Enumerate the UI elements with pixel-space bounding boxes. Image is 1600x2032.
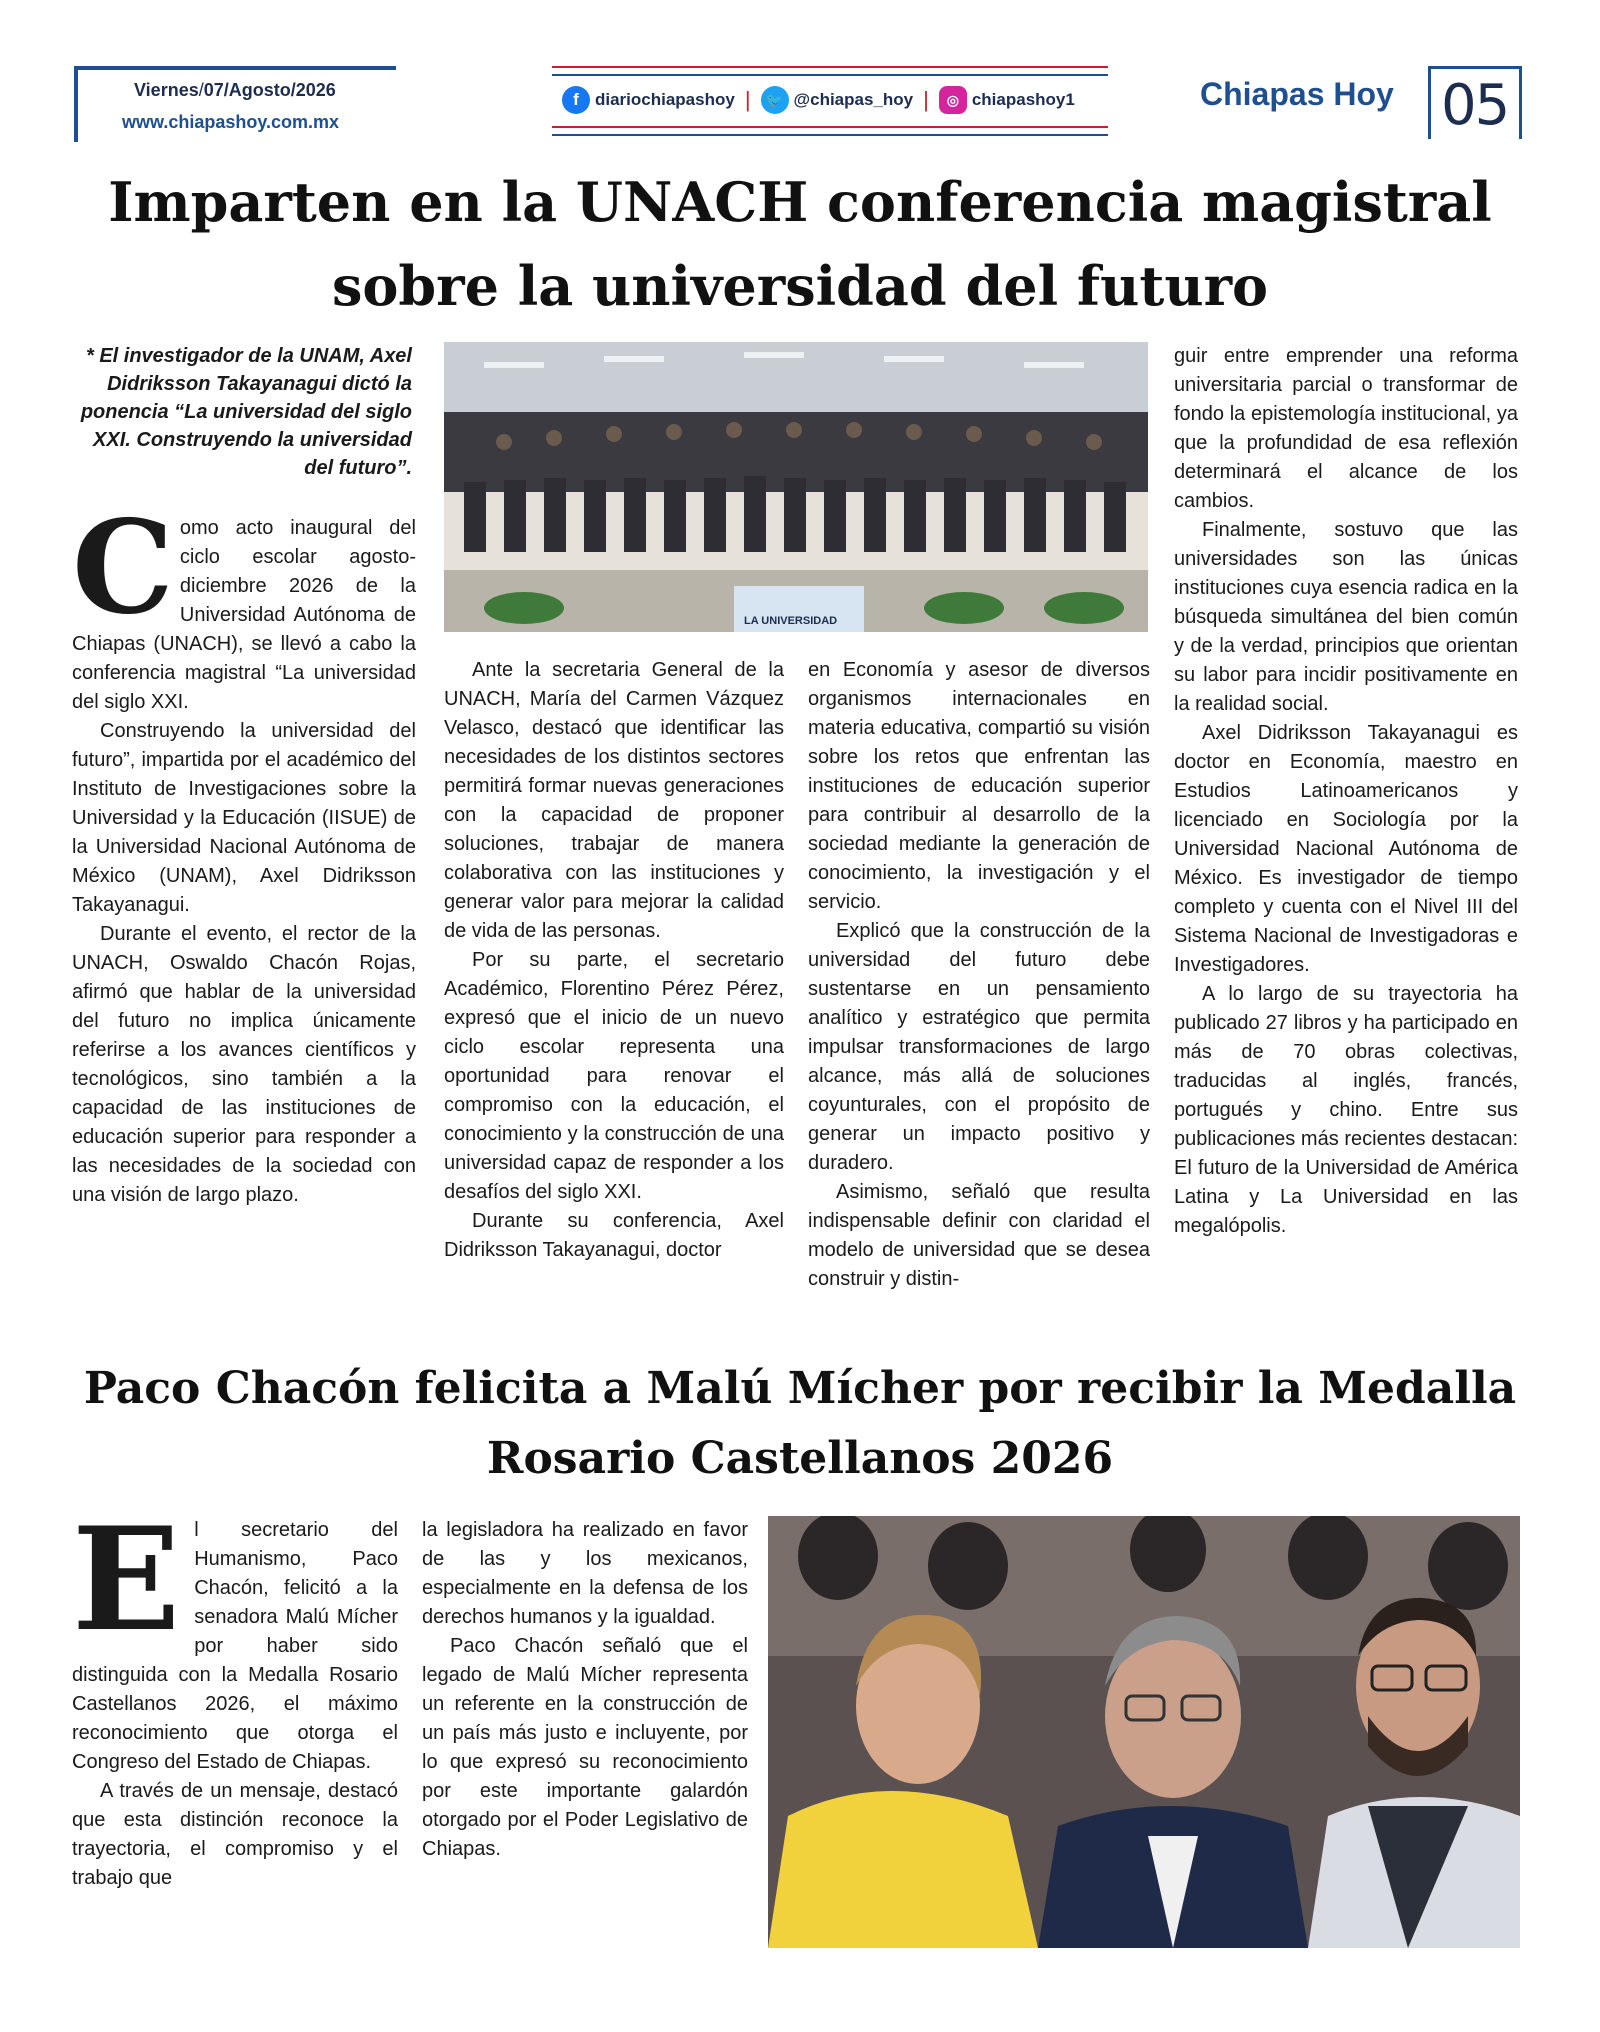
article1-paragraph: Ante la secretaria General de la UNACH, María del Carmen Vázquez Velasco, destacó que identificar las necesidades de los distintos sectores permitirá formar nuevas generaciones con la capacidad de proponer soluciones, trabajar de manera colaborativa con las instituciones y generar valor para mejorar la calidad de vida de las personas. [444, 659, 784, 942]
website-link[interactable]: www.chiapashoy.com.mx [122, 112, 340, 132]
social-divider: | [923, 87, 929, 112]
article1-photo [444, 342, 1148, 632]
social-bar-top-rule [552, 66, 1108, 76]
article2-paragraph [72, 1497, 398, 1777]
article1-column-4 [1174, 342, 1518, 1241]
facebook-handle: diariochiapashoy [595, 90, 735, 109]
issue-date-value: 07/Agosto/2026 [203, 80, 336, 100]
article1-paragraph: Axel Didriksson Takayanagui es doctor en Economía, maestro en Estudios Latinoamericanos y licenciado en Sociología por la Universidad Nacional Autónoma de México. Es investigador de tiempo completo y cuenta con el Nivel III del Sistema Nacional de Investigadoras e Investigadores. [1174, 722, 1518, 976]
article1-column-2 [444, 656, 784, 1265]
article2-paragraph: la legisladora ha realizado en favor de las y los mexicanos, especialmente en la defensa de los derechos humanos y la igualdad. [422, 1519, 748, 1628]
article2-paragraph-text: l secretario del Humanismo, Paco Chacón, felicitó a la senadora Malú Mícher por haber sido distinguida con la Medalla Rosario Castellanos 2026, el máximo reconocimiento que otorga el Congreso del Estado de Chiapas. [72, 1519, 398, 1773]
article1-dropcap: C [72, 493, 174, 643]
article1-paragraph: Construyendo la universidad del futuro”, impartida por el académico del Instituto de Investigaciones sobre la Universidad y la Educación (IISUE) de la Universidad Nacional Autónoma de México (UNAM), Axel Didriksson Takayanagui. [72, 720, 416, 916]
auditorium-group-photo [444, 342, 1148, 632]
article1-paragraph [72, 493, 416, 717]
section-name: Chiapas Hoy [1200, 76, 1394, 112]
issue-day: Viernes [134, 80, 199, 100]
social-bar-bottom-rule [552, 126, 1108, 136]
page-number: 05 [1441, 73, 1509, 138]
article2-photo [768, 1516, 1520, 1948]
article1-lead: * El investigador de la UNAM, Axel Didriksson Takayanagui dictó la ponencia “La universidad del siglo XXI. Construyendo la universidad del futuro”. [80, 345, 412, 479]
attendees-photo [768, 1516, 1520, 1948]
instagram-icon: ◎ [939, 86, 967, 114]
article2-column-2 [422, 1516, 748, 1864]
article1-paragraph: Asimismo, señaló que resulta indispensable definir con claridad el modelo de universidad que se desea construir y distin- [808, 1181, 1150, 1290]
article1-paragraph: Durante el evento, el rector de la UNACH, Oswaldo Chacón Rojas, afirmó que hablar de la universidad del futuro no implica únicamente referirse a los avances científicos y tecnológicos, sino también a la capacidad de las instituciones de educación superior para responder a las necesidades de la sociedad con una visión de largo plazo. [72, 923, 416, 1206]
facebook-link[interactable] [562, 86, 735, 114]
article1-column-3 [808, 656, 1150, 1294]
issue-date: Viernes/07/Agosto/2026 [134, 80, 336, 100]
twitter-handle: @chiapas_hoy [793, 90, 914, 109]
article1-paragraph: Explicó que la construcción de la universidad del futuro debe sustentarse en un pensamiento analítico y estratégico que permita impulsar transformaciones de largo alcance, más allá de soluciones coyunturales, con el propósito de generar un impacto positivo y duradero. [808, 920, 1150, 1174]
article1-paragraph: Durante su conferencia, Axel Didriksson Takayanagui, doctor [444, 1210, 784, 1261]
facebook-icon: f [562, 86, 590, 114]
social-divider: | [744, 87, 751, 112]
twitter-link[interactable] [761, 86, 914, 114]
article1-paragraph: Finalmente, sostuvo que las universidades son las únicas instituciones cuya esencia radica en la búsqueda simultánea del bien común y de la verdad, principios que orientan su labor para incidir positivamente en la realidad social. [1174, 519, 1518, 715]
twitter-icon: 🐦 [761, 86, 789, 114]
page-number-box [1428, 66, 1522, 139]
photo-banner-text: LA UNIVERSIDAD [744, 615, 838, 627]
article2-headline: Paco Chacón felicita a Malú Mícher por recibir la Medalla Rosario Castellanos 2026 [83, 1363, 1517, 1484]
article1-column-1 [72, 493, 416, 1210]
header-dateline [74, 66, 396, 142]
article1-paragraph-text: omo acto inaugural del ciclo escolar agosto-diciembre 2026 de la Universidad Autónoma de Chiapas (UNACH), se llevó a cabo la conferencia magistral “La universidad del siglo XXI. [72, 517, 416, 713]
article2-paragraph: A través de un mensaje, destacó que esta distinción reconoce la trayectoria, el compromiso y el trabajo que [72, 1780, 398, 1889]
article2-paragraph: Paco Chacón señaló que el legado de Malú Mícher representa un referente en la construcción de un país más justo e incluyente, por lo que expresó su reconocimiento por este importante galardón otorgado por el Poder Legislativo de Chiapas. [422, 1635, 748, 1860]
article1-paragraph: guir entre emprender una reforma universitaria parcial o transformar de fondo la epistemología institucional, ya que la profundidad de esa reflexión determinará el alcance de los cambios. [1174, 345, 1518, 512]
social-bar [552, 66, 1108, 136]
article2-column-1 [72, 1497, 398, 1893]
article2-dropcap: E [72, 1497, 181, 1663]
article1-paragraph: A lo largo de su trayectoria ha publicado 27 libros y ha participado en más de 70 obras colectivas, traducidas al inglés, francés, portugués y chino. Entre sus publicaciones más recientes destacan: El futuro de la Universidad de América Latina y La Universidad en las megalópolis. [1174, 983, 1518, 1237]
social-links [562, 86, 1075, 114]
article1-paragraph: en Economía y asesor de diversos organismos internacionales en materia educativa, compartió su visión sobre los retos que enfrentan las instituciones de educación superior para contribuir al desarrollo de la sociedad mediante la generación de conocimiento, la investigación y el servicio. [808, 659, 1150, 913]
article1-headline: Imparten en la UNACH conferencia magistral sobre la universidad del futuro [108, 170, 1492, 318]
article1-paragraph: Por su parte, el secretario Académico, Florentino Pérez Pérez, expresó que el inicio de un nuevo ciclo escolar representa una oportunidad para renovar el compromiso con la educación, el conocimiento y la construcción de una universidad capaz de responder a los desafíos del siglo XXI. [444, 949, 784, 1203]
instagram-link[interactable] [939, 86, 1075, 114]
instagram-handle: chiapashoy1 [971, 90, 1075, 109]
